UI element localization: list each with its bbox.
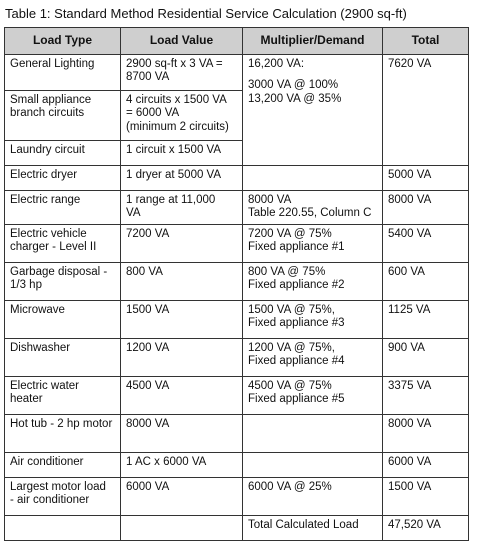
load-value-cell: 6000 VA [121, 477, 243, 515]
header-load-value: Load Value [121, 28, 243, 55]
total-cell: 5400 VA [383, 224, 469, 262]
table-row [5, 414, 469, 452]
table-row [5, 190, 469, 224]
header-load-type: Load Type [5, 28, 121, 55]
table-row [5, 300, 469, 338]
load-value-cell: 4 circuits x 1500 VA = 6000 VA (minimum 2 circuits) [121, 90, 243, 140]
table-row [5, 477, 469, 515]
multiplier-cell: 7200 VA @ 75% Fixed appliance #1 [243, 224, 383, 262]
load-type-cell: Laundry circuit [5, 140, 121, 165]
table-caption: Table 1: Standard Method Residential Service Calculation (2900 sq-ft) [5, 6, 407, 21]
total-label-cell: Total Calculated Load [243, 515, 383, 540]
load-type-cell: Electric dryer [5, 165, 121, 190]
empty-cell [5, 515, 121, 540]
table-row [5, 262, 469, 300]
load-type-cell: Electric vehicle charger - Level II [5, 224, 121, 262]
load-type-cell: Electric water heater [5, 376, 121, 414]
load-value-cell: 1 dryer at 5000 VA [121, 165, 243, 190]
total-cell: 7620 VA [383, 54, 469, 165]
multiplier-cell: 8000 VA Table 220.55, Column C [243, 190, 383, 224]
multiplier-line: 3000 VA @ 100% 13,200 VA @ 35% [248, 79, 342, 105]
total-cell: 8000 VA [383, 414, 469, 452]
load-type-cell: Dishwasher [5, 338, 121, 376]
table-row [5, 376, 469, 414]
table-row [5, 165, 469, 190]
total-cell: 1125 VA [383, 300, 469, 338]
multiplier-cell: 6000 VA @ 25% [243, 477, 383, 515]
load-value-cell: 2900 sq-ft x 3 VA = 8700 VA [121, 54, 243, 90]
load-type-cell: Small appliance branch circuits [5, 90, 121, 140]
table-row [5, 224, 469, 262]
load-value-cell: 1500 VA [121, 300, 243, 338]
total-row [5, 515, 469, 540]
load-value-cell: 7200 VA [121, 224, 243, 262]
table-row [5, 452, 469, 477]
table-row [5, 338, 469, 376]
load-value-cell: 1 circuit x 1500 VA [121, 140, 243, 165]
header-total: Total [383, 28, 469, 55]
multiplier-cell [243, 54, 383, 165]
total-cell: 1500 VA [383, 477, 469, 515]
load-type-cell: Microwave [5, 300, 121, 338]
service-calculation-table [4, 27, 469, 541]
load-type-cell: Largest motor load - air conditioner [5, 477, 121, 515]
header-row [5, 28, 469, 55]
multiplier-cell [243, 452, 383, 477]
load-value-cell: 1 AC x 6000 VA [121, 452, 243, 477]
total-cell: 5000 VA [383, 165, 469, 190]
load-type-cell: Air conditioner [5, 452, 121, 477]
multiplier-cell: 1500 VA @ 75%, Fixed appliance #3 [243, 300, 383, 338]
load-type-cell: Garbage disposal - 1/3 hp [5, 262, 121, 300]
total-cell: 600 VA [383, 262, 469, 300]
multiplier-cell [243, 414, 383, 452]
multiplier-line: 16,200 VA: [248, 57, 305, 70]
header-multiplier: Multiplier/Demand [243, 28, 383, 55]
grand-total-cell: 47,520 VA [383, 515, 469, 540]
multiplier-cell [243, 165, 383, 190]
total-cell: 900 VA [383, 338, 469, 376]
load-value-cell: 800 VA [121, 262, 243, 300]
multiplier-cell: 1200 VA @ 75%, Fixed appliance #4 [243, 338, 383, 376]
load-type-cell: Hot tub - 2 hp motor [5, 414, 121, 452]
multiplier-cell: 4500 VA @ 75% Fixed appliance #5 [243, 376, 383, 414]
total-cell: 8000 VA [383, 190, 469, 224]
empty-cell [121, 515, 243, 540]
total-cell: 3375 VA [383, 376, 469, 414]
load-type-cell: Electric range [5, 190, 121, 224]
table-row [5, 54, 469, 90]
multiplier-cell: 800 VA @ 75% Fixed appliance #2 [243, 262, 383, 300]
load-value-cell: 1 range at 11,000 VA [121, 190, 243, 224]
load-value-cell: 8000 VA [121, 414, 243, 452]
load-value-cell: 1200 VA [121, 338, 243, 376]
load-value-cell: 4500 VA [121, 376, 243, 414]
load-type-cell: General Lighting [5, 54, 121, 90]
total-cell: 6000 VA [383, 452, 469, 477]
